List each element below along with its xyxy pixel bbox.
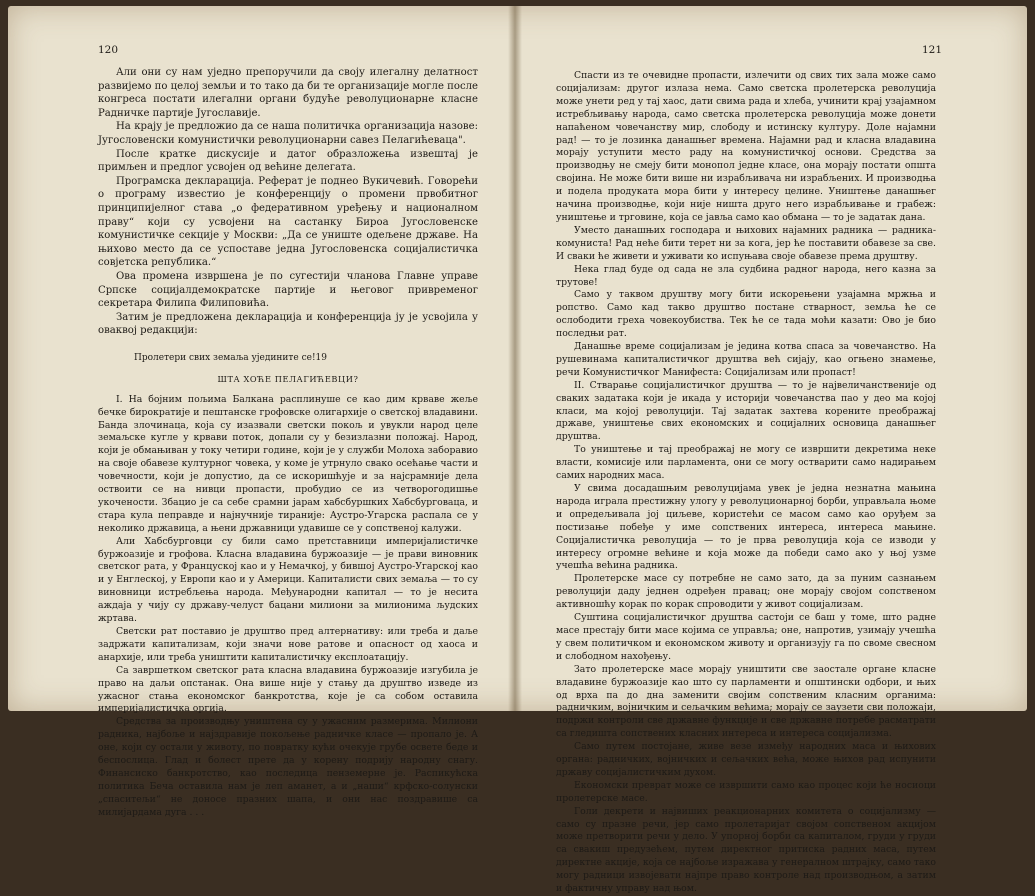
right-paragraph: Уместо данашњих господара и њихових најамних радника — радника-комуниста! Рад неће бити терет ни за кога, јер ће поставити обавезе за све. И сваки ће живети и уживати ко испуњава своје обавезе према друштву.: [556, 224, 936, 262]
left-page-number: 120: [98, 44, 119, 56]
left-paragraph: На крају је предложио да се наша политичка организација назове: Југословенски комунистички револуционарни савез Пелагићеваца".: [98, 121, 478, 146]
left-paragraph: Програмска декларација. Реферат је поднео Вукичевић. Говорећи о програму известио је конференцију о промени првобитног принципијелног става „о федеративном уређењу и националном праву“ који су усвојени на састанку Бироа Југословенске комунистичке секције у Москви: „Да се униште одељене државе. На њихово место да се успоставе једна Југословенска социјалистичка совјетска република.“: [98, 175, 478, 269]
left-paragraph: Затим је предложена декларација и конференција ју је усвојила у оваквој редакцији:: [98, 311, 478, 337]
right-paragraph: У свима досадашњим револуцијама увек је једна незнатна мањина народа играла престижну улогу у револуционарној борби, управљала њоме и опредељивала јој циљеве, користећи се масом само као оруђем за постизање побеђе у име сопствених интереса, интереса мањине. Социјалистичка револуција — то је прва револуција која се изводи у интересу огромне већине и која може да победи само ако у њој узме учешћа већина радника.: [556, 483, 936, 572]
right-paragraph: Нека глад буде од сада не зла судбина радног народа, него казна за трутове!: [556, 263, 936, 288]
declaration-paragraph: Светски рат поставио је друштво пред алтернативу: или треба и даље задржати капитализам, који значи нове ратове и опасност од хаоса и анархије, или треба уништити капиталистичку експлоатацију.: [98, 626, 478, 663]
right-paragraph: Спасти из те очевидне пропасти, излечити од свих тих зала може само социјализам: другог излаза нема. Само светска пролетерска револуција може унети ред у тај хаос, дати свима рада и хлеба, учинити крај узајамном истребљивању народа, само светска пролетерска револуција може донети напаћеном човечанству мир, слободу и истинску културу. Доле најамни рад! — то је лозинка данашњег времена. Најамни рад и класна владавина морају уступити место раду на комунистичкој основи. Средства за производњу не смеју бити монопол једне класе, она морају постати општа својина. Не може бити више ни израбљивача ни израбљених. И производња и подела продуката мора бити у интересу целине. Уништење данашњег начина производње, који није ништа друго него израбљивање и грабеж: уништење и трговине, која се јавља само као обмана — то је задатак дана.: [556, 70, 936, 223]
book-gutter: [508, 6, 522, 711]
right-paragraph: II. Стварање социјалистичког друштва — то је највеличанственије од сваких задатака који је икада у историји човечанства пао у део ма којој класи, ма којој револуцији. Тај задатак захтева корените преображај државе, уништење свих економских и социјалних основица данашњег друштва.: [556, 379, 936, 443]
left-paragraph: После кратке дискусије и датог образложења извештај је примљен и предлог усвојен од већине делегата.: [98, 148, 478, 174]
right-page-number: 121: [922, 44, 943, 56]
right-paragraph: Пролетерске масе су потребне не само зато, да за пуним сазнањем револуцији даду једнен одређен правац; оне морају својом сопственом активношћу корак по корак спроводити у живот социјализам.: [556, 573, 936, 611]
declaration-paragraph: Са завршетком светског рата класна владавина буржоазије изгубила је право на даљи опстанак. Она више није у стању да друштво изведе из ужасног стања економског банкротства, које је са собом оставила империјалистичка оргија.: [98, 664, 478, 715]
slogan: Пролетери свих земаља уједините се!19: [134, 352, 328, 363]
left-page: [98, 66, 478, 820]
right-page: [556, 70, 936, 896]
right-paragraph: Голи декрети и највиших реакционарних комитета о социјализму — само су празне речи, јер само пролетаријат својом сопственом акцијом може претворити речи у дело. У упорној борби са капиталом, груди у груди са свакиш предузећем, путем директног притиска радних маса, путем директне акције, која се најбоље изражава у генералном штрајку, само тако могу радници извојевати најпре право контроле над производњом, а затим и фактичну управу над њом.: [556, 805, 936, 895]
right-paragraph: Зато пролетерске масе морају уништити све заостале органе класне владавине буржоазије као што су парламенти и општински одбори, и њих од врха па до дна заменити својим сопственим класним органима: радничким, војничким и сељачким већима; морају се заузети сви положаји, подржи контроли све државне функције и све државне потребе расматрати са гледишта сопствених класних интереса и интереса социјализма.: [556, 663, 936, 740]
declaration-heading: ШТА ХОЋЕ ПЕЛАГИЋЕВЦИ?: [217, 373, 359, 384]
right-paragraph: Само путем постојане, живе везе између народних маса и њихових органа: радничких, војничких и сељачких већа, може њихов рад испунити државу социјалистичким духом.: [556, 741, 936, 778]
declaration-paragraph: Средства за производњу уништена су у ужасним размерима. Милиони радника, најбоље и најздравије покољење радничке класе — пропало је. А оне, који су остали у животу, по повратку кући очекује грубе освете беде и беспослица. Глад и болест прете да у корену подрију народну снагу. Финансиско банкротство, као последица пенземерне је. Распикућска политика Беча оставила нам је леп аманет, а и „наши“ крфско-солунски „спаситељи“ не доносе празних шапа, и они нас поздравише са милијардама дуга . . .: [98, 716, 478, 818]
right-paragraph: Данашње време социјализам је једина котва спаса за човечанство. На рушевинама капиталистичког друштва већ сијају, као огњено знамење, речи Комунистичког Манифеста: Социјализам или пропаст!: [556, 341, 936, 378]
left-paragraph: Ова промена извршена је по сугестији чланова Главне управе Српске социјалдемократске партије и његовог привременог секретара Филипа Филиповића.: [98, 270, 478, 310]
declaration-paragraph: Али Хабсбурговци су били само претставници империјалистичке буржоазије и грофова. Класна владавина буржоазије — је прави виновник светског рата, у Француској као и у Немачкој, у бившој Аустро-Угарској као и у Енглеској, у Европи као и у Америци. Капиталисти свих земаља — то су виновници истребљења народа. Међународни капитал — то је несита аждаја у чију су државу-челуст бацани милиони за милионима људских жртава.: [98, 535, 478, 625]
declaration-paragraph: I. На бојним пољима Балкана расплинуше се као дим крваве жеље бечке бирократије и пештанске грофовске олигархије о светској владавини. Банда злочинаца, која су изазвали светски покољ и увукли народ целе земаљске кугле у крвави поток, допали су у безизлазни положај. Народ, који је обмањиван у току четири године, који је у служби Молоха заборавио на своје обавезе културног човека, у коме је утрнуло свако осећање части и човечности, који је допустио, да се искоришћује и за најсрамније дела оствоити се на нивци пропасти, пробудио се из четворогодишње укочености. Збацио је са себе срамни јарам хабсбуршких Хабсбурговаца, и стара кула пеправде и најнучније тираније: Аустро-Угарска распала се у неколико државица, а њени државници удавише се у сопственој калужи.: [98, 393, 478, 534]
right-paragraph: Само у таквом друштву могу бити искорењени узајамна мржња и ропство. Само кад такво друштво постане стварност, земља ће се ослободити греха човекоубиства. Тек ће се тада моћи казати: Ово је био последњи рат.: [556, 289, 936, 340]
left-paragraph: Али они су нам уједно препоручили да своју илегалну делатност развијемо по целој земљи и то тако да би те организације могле после конгреса постати илегални органи будуће револуционарне класне Радничке партије Југославије.: [98, 67, 478, 119]
right-paragraph: Економски преврат може се извршити само као процес који ће носиоци пролетерске масе.: [556, 779, 936, 804]
right-paragraph: То уништење и тај преображај не могу се извршити декретима неке власти, комисије или парламента, они се могу остварити само надирањем самих народних маса.: [556, 444, 936, 482]
right-paragraph: Суштина социјалистичког друштва састоји се баш у томе, што радне масе престају бити масе којима се управља; оне, напротив, узимају учешћа у свем политичком и економском животу и организују га по своме свесном и слободном нахођењу.: [556, 612, 936, 662]
